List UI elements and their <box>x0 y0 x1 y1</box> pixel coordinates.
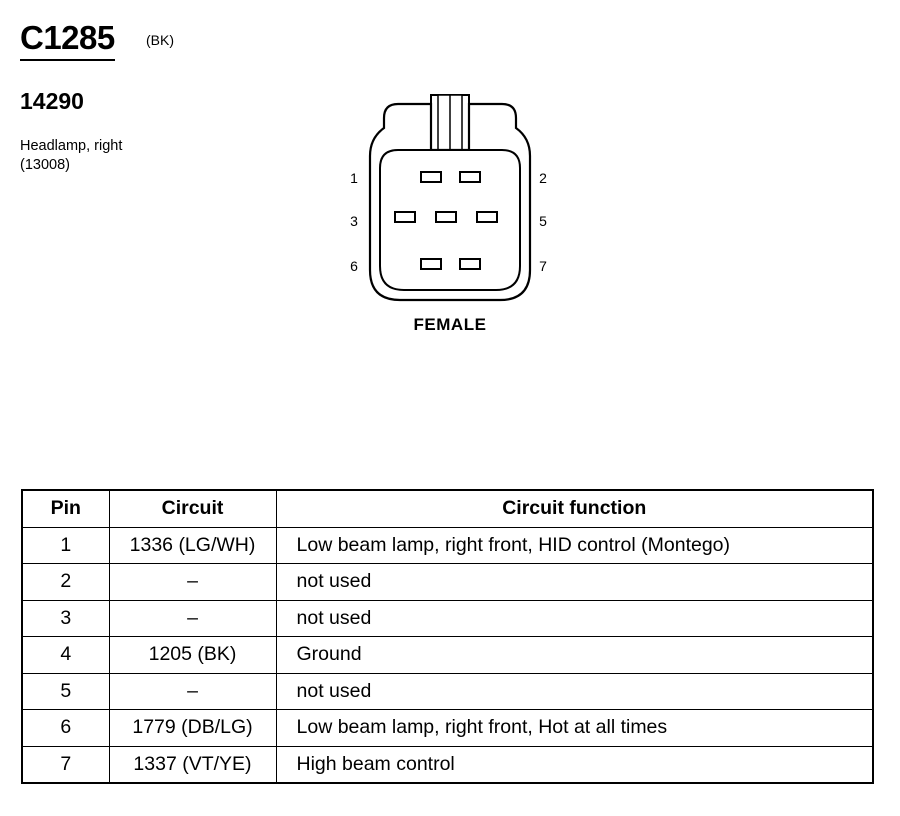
terminal-7 <box>460 259 480 269</box>
connector-id: C1285 <box>20 18 115 61</box>
row-function: High beam control <box>276 746 873 783</box>
row-pin: 5 <box>22 673 109 710</box>
table-row <box>22 637 873 674</box>
terminal-1 <box>421 172 441 182</box>
table-row <box>22 600 873 637</box>
row-function: Ground <box>276 637 873 674</box>
terminal-3 <box>395 212 415 222</box>
row-pin: 7 <box>22 746 109 783</box>
header-circuit-function: Circuit function <box>276 490 873 527</box>
row-circuit: 1779 (DB/LG) <box>109 710 276 747</box>
header-pin: Pin <box>22 490 109 527</box>
connector-face-diagram <box>360 88 540 308</box>
pin-label-2: 2 <box>539 170 547 186</box>
table-row <box>22 673 873 710</box>
locking-tab <box>431 95 469 150</box>
row-function: Low beam lamp, right front, Hot at all times <box>276 710 873 747</box>
table-row <box>22 710 873 747</box>
terminal-6 <box>421 259 441 269</box>
row-pin: 4 <box>22 637 109 674</box>
pin-label-3: 3 <box>350 213 358 229</box>
part-number: 14290 <box>20 88 84 114</box>
row-circuit: – <box>109 600 276 637</box>
pin-label-1: 1 <box>350 170 358 186</box>
description-line-2: (13008) <box>20 157 70 173</box>
terminal-4 <box>436 212 456 222</box>
row-circuit: 1336 (LG/WH) <box>109 527 276 564</box>
connector-gender-label: FEMALE <box>413 315 487 334</box>
row-pin: 1 <box>22 527 109 564</box>
row-pin: 3 <box>22 600 109 637</box>
table-row <box>22 564 873 601</box>
table-header-row <box>22 490 873 527</box>
pin-label-7: 7 <box>539 258 547 274</box>
table-row <box>22 746 873 783</box>
connector-color-code: (BK) <box>146 32 174 48</box>
row-function: not used <box>276 673 873 710</box>
description-line-1: Headlamp, right <box>20 138 123 154</box>
header-circuit: Circuit <box>109 490 276 527</box>
pinout-table <box>21 489 874 784</box>
terminal-2 <box>460 172 480 182</box>
row-circuit: 1337 (VT/YE) <box>109 746 276 783</box>
row-function: not used <box>276 600 873 637</box>
row-circuit: – <box>109 673 276 710</box>
row-pin: 6 <box>22 710 109 747</box>
row-circuit: 1205 (BK) <box>109 637 276 674</box>
pin-label-6: 6 <box>350 258 358 274</box>
row-function: not used <box>276 564 873 601</box>
table-row <box>22 527 873 564</box>
terminal-5 <box>477 212 497 222</box>
row-function: Low beam lamp, right front, HID control (Montego) <box>276 527 873 564</box>
connector-description <box>20 137 122 175</box>
row-pin: 2 <box>22 564 109 601</box>
pin-label-5: 5 <box>539 213 547 229</box>
row-circuit: – <box>109 564 276 601</box>
